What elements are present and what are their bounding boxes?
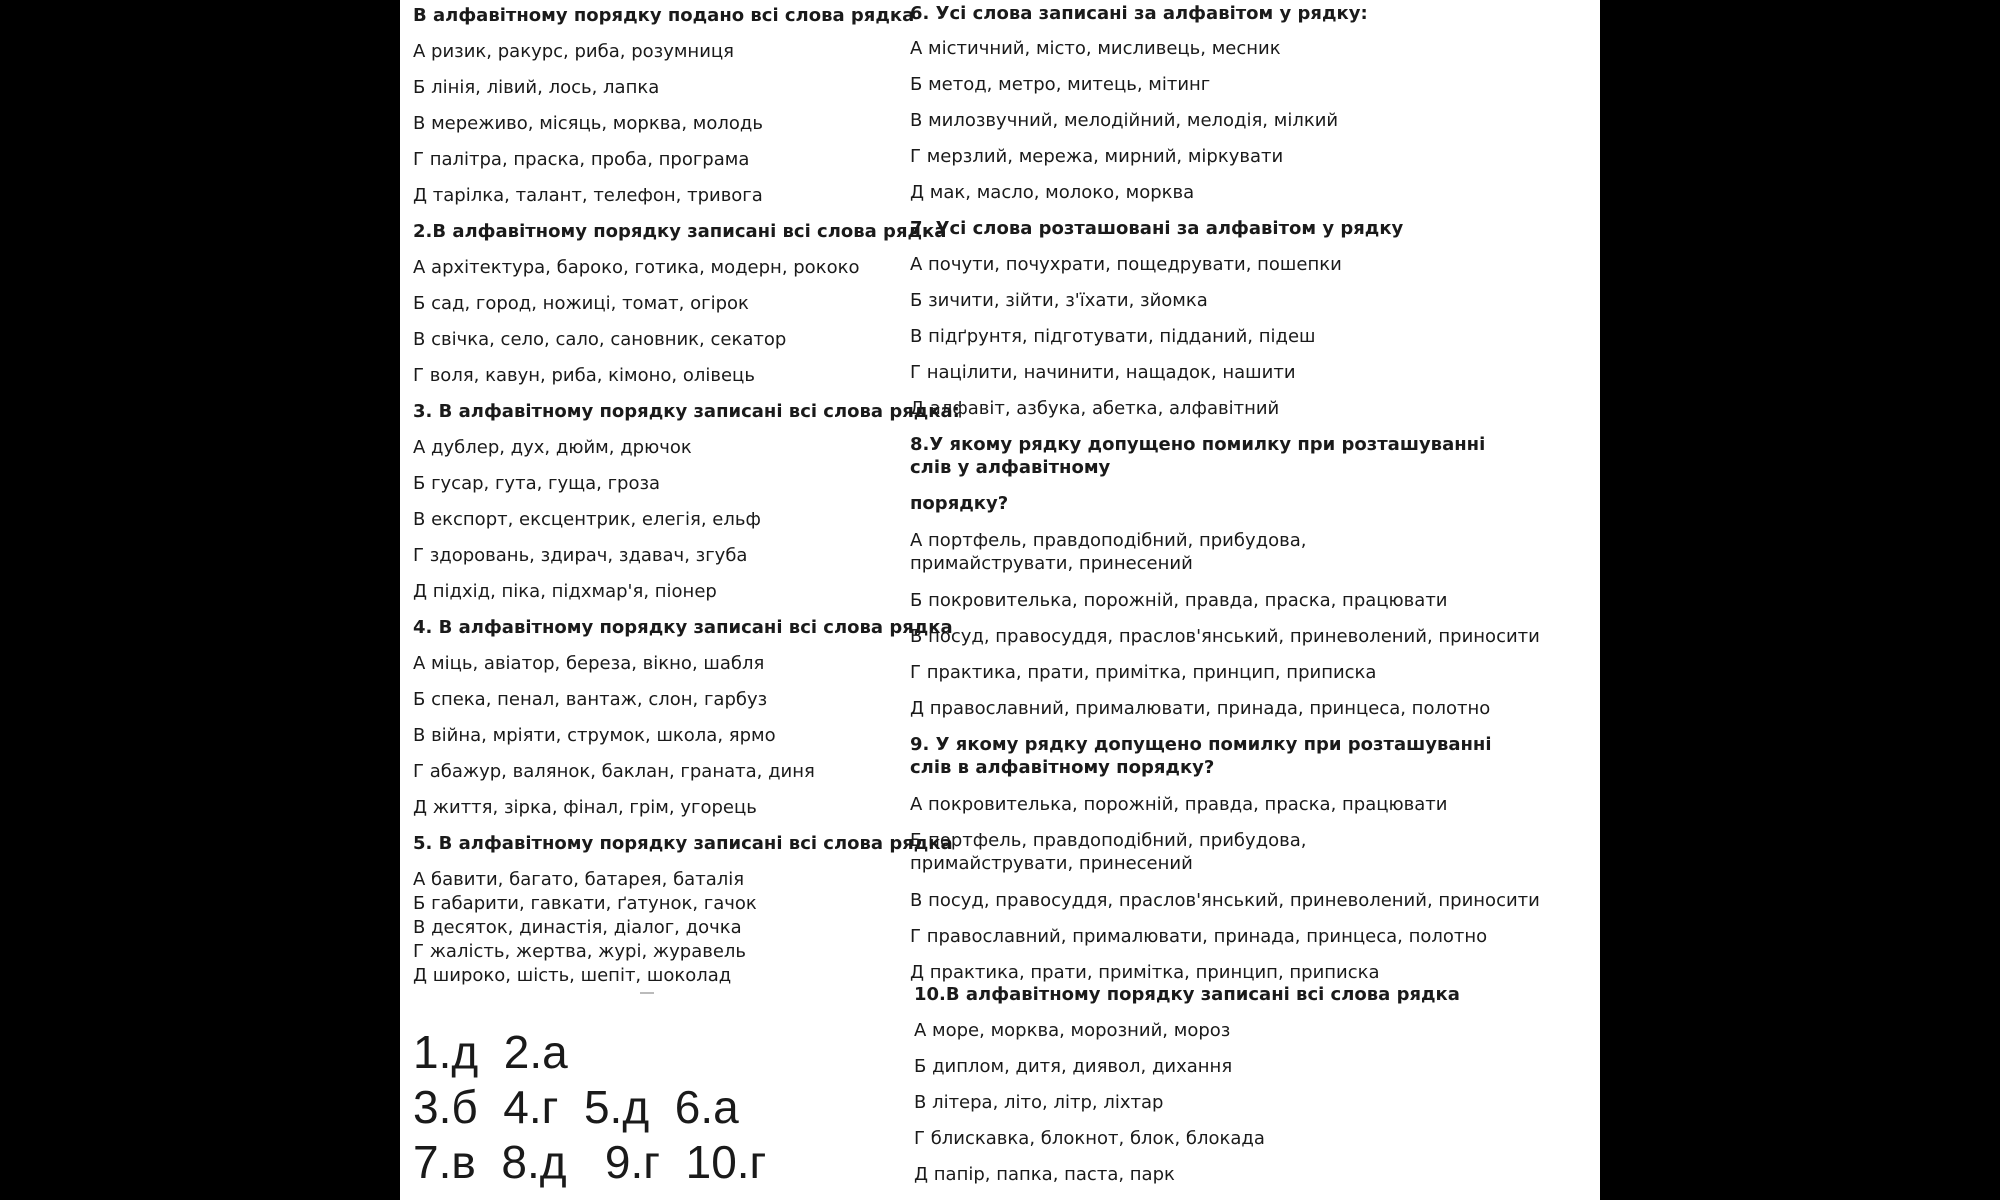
- question-6-option-h: Г мерзлий, мережа, мирний, міркувати: [910, 146, 1284, 167]
- question-2-option-b: Б сад, город, ножиці, томат, огірок: [413, 293, 749, 314]
- question-4-option-v: В війна, мріяти, струмок, школа, ярмо: [413, 725, 776, 746]
- answer-line-2: 3.б 4.г 5.д 6.а: [413, 1081, 739, 1133]
- question-10-option-h: Г блискавка, блокнот, блок, блокада: [914, 1128, 1265, 1149]
- question-4-option-d: Д життя, зірка, фінал, грім, угорець: [413, 797, 757, 818]
- question-7-option-d: Д алфавіт, азбука, абетка, алфавітний: [910, 398, 1280, 419]
- question-4-option-h: Г абажур, валянок, баклан, граната, диня: [413, 761, 815, 782]
- question-5-option-d: Д широко, шість, шепіт, шоколад: [413, 965, 732, 986]
- question-4-title: 4. В алфавітному порядку записані всі слова рядка: [413, 617, 953, 638]
- question-5-option-a: А бавити, багато, батарея, баталія: [413, 869, 745, 890]
- question-3-option-d: Д підхід, піка, підхмар'я, піонер: [413, 581, 717, 602]
- question-9-option-a: А покровителька, порожній, правда, праска, працювати: [910, 794, 1448, 815]
- question-8-title: 8.У якому рядку допущено помилку при розташуванні слів у алфавітному: [910, 434, 1486, 478]
- question-5-option-b: Б габарити, гавкати, ґатунок, гачок: [413, 893, 757, 914]
- question-6-title: 6. Усі слова записані за алфавітом у рядку:: [910, 3, 1368, 24]
- question-3-option-b: Б гусар, гута, гуща, гроза: [413, 473, 661, 494]
- question-1-option-b: Б лінія, лівий, лось, лапка: [413, 77, 660, 98]
- question-2-option-v: В свічка, село, сало, сановник, секатор: [413, 329, 787, 350]
- question-8-option-v: В посуд, правосуддя, праслов'янський, приневолений, приносити: [910, 626, 1540, 647]
- question-8-option-d: Д православний, прималювати, принада, принцеса, полотно: [910, 698, 1491, 719]
- question-1-title: В алфавітному порядку подано всі слова рядка: [413, 5, 915, 26]
- question-8-title-continued: порядку?: [910, 493, 1009, 514]
- question-2-option-a: А архітектура, бароко, готика, модерн, рококо: [413, 257, 860, 278]
- question-5-option-v: В десяток, династія, діалог, дочка: [413, 917, 742, 938]
- question-8-option-h: Г практика, прати, примітка, принцип, приписка: [910, 662, 1377, 683]
- question-9-option-d: Д практика, прати, примітка, принцип, приписка: [910, 962, 1380, 983]
- question-6-option-b: Б метод, метро, митець, мітинг: [910, 74, 1211, 95]
- question-10-option-a: А море, морква, морозний, мороз: [914, 1020, 1231, 1041]
- question-5-title: 5. В алфавітному порядку записані всі слова рядка: [413, 833, 953, 854]
- question-3-title: 3. В алфавітному порядку записані всі слова рядка:: [413, 401, 960, 422]
- question-6-option-v: В милозвучний, мелодійний, мелодія, мілкий: [910, 110, 1339, 131]
- question-10-option-v: В літера, літо, літр, ліхтар: [914, 1092, 1164, 1113]
- question-10-option-d: Д папір, папка, паста, парк: [914, 1164, 1175, 1185]
- question-10-option-b: Б диплом, дитя, диявол, дихання: [914, 1056, 1233, 1077]
- question-4-option-a: А міць, авіатор, береза, вікно, шабля: [413, 653, 765, 674]
- question-9-option-h: Г православний, прималювати, принада, принцеса, полотно: [910, 926, 1488, 947]
- question-3-option-h: Г здоровань, здирач, здавач, згуба: [413, 545, 748, 566]
- divider-mark: [640, 992, 654, 994]
- question-3-option-a: А дублер, дух, дюйм, дрючок: [413, 437, 692, 458]
- document-page: [400, 0, 1600, 1200]
- question-7-title: 7. Усі слова розташовані за алфавітом у рядку: [910, 218, 1404, 239]
- question-1-option-h: Г палітра, праска, проба, програма: [413, 149, 750, 170]
- question-9-option-v: В посуд, правосуддя, праслов'янський, приневолений, приносити: [910, 890, 1540, 911]
- question-10-title: 10.В алфавітному порядку записані всі слова рядка: [914, 984, 1460, 1005]
- question-1-option-d: Д тарілка, талант, телефон, тривога: [413, 185, 763, 206]
- answer-key: [413, 1025, 883, 1190]
- question-5-option-h: Г жалість, жертва, журі, журавель: [413, 941, 747, 962]
- question-4-option-b: Б спека, пенал, вантаж, слон, гарбуз: [413, 689, 768, 710]
- question-7-option-a: А почути, почухрати, пощедрувати, пошепки: [910, 254, 1342, 275]
- question-3-option-v: В експорт, ексцентрик, елегія, ельф: [413, 509, 761, 530]
- question-1-option-a: А ризик, ракурс, риба, розумниця: [413, 41, 734, 62]
- question-7-option-b: Б зичити, зійти, з'їхати, зйомка: [910, 290, 1208, 311]
- question-6-option-a: А містичний, місто, мисливець, месник: [910, 38, 1281, 59]
- question-2-option-h: Г воля, кавун, риба, кімоно, олівець: [413, 365, 755, 386]
- question-1-option-v: В мереживо, місяць, морква, молодь: [413, 113, 763, 134]
- answer-line-3: 7.в 8.д 9.г 10.г: [413, 1136, 767, 1188]
- question-9-option-b: Б портфель, правдоподібний, прибудова, примайструвати, принесений: [910, 830, 1307, 874]
- question-7-option-h: Г націлити, начинити, нащадок, нашити: [910, 362, 1296, 383]
- question-2-title: 2.В алфавітному порядку записані всі слова рядка: [413, 221, 947, 242]
- answer-line-1: 1.д 2.а: [413, 1026, 568, 1078]
- question-6-option-d: Д мак, масло, молоко, морква: [910, 182, 1195, 203]
- question-8-option-b: Б покровителька, порожній, правда, праска, працювати: [910, 590, 1448, 611]
- question-7-option-v: В підґрунтя, підготувати, підданий, підеш: [910, 326, 1316, 347]
- question-9-title: 9. У якому рядку допущено помилку при розташуванні слів в алфавітному порядку?: [910, 734, 1492, 778]
- question-8-option-a: А портфель, правдоподібний, прибудова, примайструвати, принесений: [910, 530, 1307, 574]
